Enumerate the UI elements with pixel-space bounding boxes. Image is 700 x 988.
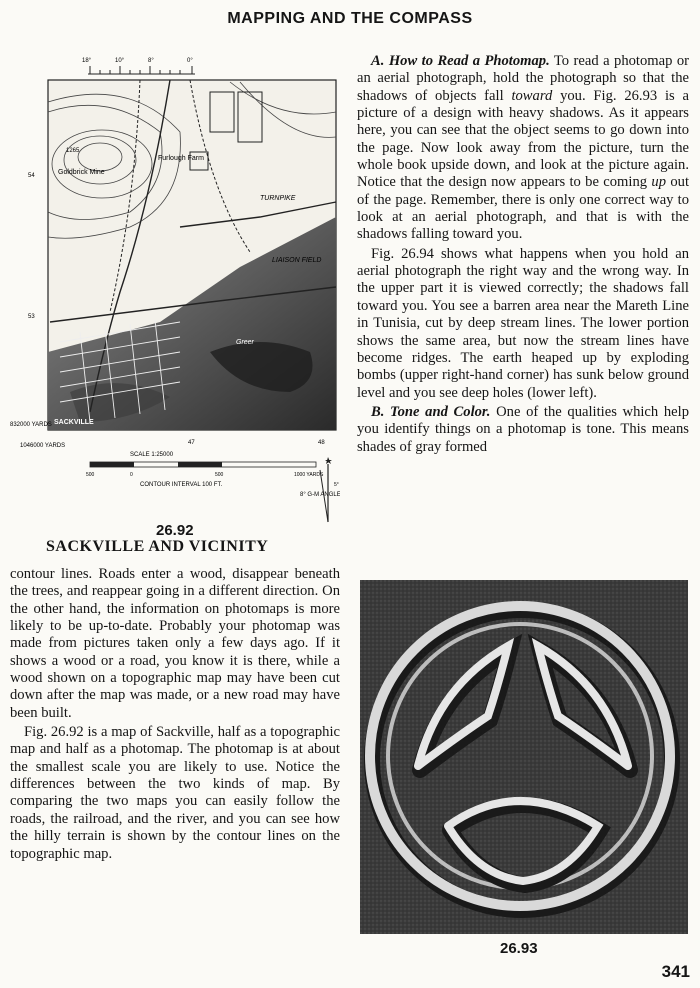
yards-left-label: 832000 YARDS: [10, 422, 52, 428]
scale-tick: 500: [215, 472, 224, 478]
sackville-label: SACKVILLE: [54, 419, 94, 426]
yards-bottom-label: 1046000 YARDS: [20, 443, 66, 449]
liaison-field-label: LIAISON FIELD: [272, 257, 322, 264]
top-tick-label: 18°: [82, 58, 92, 64]
grid-label-54: 54: [28, 173, 35, 179]
grid-label-47: 47: [188, 440, 195, 446]
left-column-text: [10, 566, 340, 863]
top-tick-label: 8°: [148, 58, 154, 64]
figure-sackville-map: [10, 52, 340, 555]
star-angle-label: 5°: [334, 482, 339, 488]
section-b-heading: B. Tone and Color.: [371, 403, 491, 420]
contour-interval-label: CONTOUR INTERVAL 100 FT.: [140, 482, 223, 488]
figure-shadow-design: [360, 580, 688, 957]
right-column-text: [357, 53, 689, 456]
grid-label-48: 48: [318, 440, 325, 446]
top-tick-label: 0°: [187, 58, 193, 64]
map-title: SACKVILLE AND VICINITY: [46, 538, 269, 555]
top-tick-label: 10°: [115, 58, 125, 64]
scale-bar: [90, 462, 316, 467]
gold-brick-mine-label: Goldbrick Mine: [58, 169, 105, 176]
section-a-heading: A. How to Read a Photomap.: [371, 53, 550, 69]
section-b-paragraph: B. Tone and Color. One of the qualities which help you identify things on a photomap is tone. This means shades of gray formed: [357, 403, 689, 455]
creek-label: Greer: [236, 339, 254, 346]
map-graphic: [10, 52, 340, 552]
page-number: 341: [661, 962, 690, 981]
scale-tick: 0: [130, 472, 133, 478]
scale-tick: 1000 YARDS: [294, 472, 324, 478]
spot-height-label: 1265: [66, 148, 80, 154]
figure-number-26-92: 26.92: [156, 522, 194, 539]
paragraph: Fig. 26.94 shows what happens when you hold an aerial photograph the right way and the wrong way. In the upper part it is viewed correctly; the shadows fall toward you. You see a barren area near the Mareth Line in Tunisia, cut by deep stream lines. The lower portion shows the same area, but now the stream lines have become ridges. The earth heaped up by exploding bombs (upper right-hand corner) has sunk below ground level and you see deep holes (lower left).: [357, 245, 689, 401]
turnpike-label: TURNPIKE: [260, 195, 296, 202]
declination-diagram: [320, 457, 332, 522]
furlough-farm-label: Furlough Farm: [158, 155, 204, 162]
grid-label-53: 53: [28, 314, 35, 320]
paragraph: Fig. 26.92 is a map of Sackville, half as a topographic map and half as a photomap. The photomap is at about the smallest scale you are likely to use. Notice the differences between the two kinds of map. By comparing the two maps you can easily follow the roads, the railroad, and the river, and you can see how the hilly terrain is shown by the contour lines on the topographic map.: [10, 724, 340, 862]
scale-tick: 500: [86, 472, 95, 478]
figure-number-26-93: 26.93: [500, 940, 538, 957]
gm-angle-label: 8° G-M ANGLE: [300, 492, 340, 498]
running-header: MAPPING AND THE COMPASS: [227, 10, 473, 27]
section-a-paragraph: A. How to Read a Photomap. To read a photomap or an aerial photograph, hold the photograph so that the shadows of objects fall toward you. Fig. 26.93 is a picture of a design with heavy shadows. As it appears here, you can see that the object seems to go down into the page. Now look away from the picture, turn the whole book upside down, and look at the picture again. Notice that the design now appears to be coming up out of the page. Remember, there is only one correct way to look at an aerial photograph, and that is with the shadows falling toward you.: [357, 53, 689, 243]
paragraph: contour lines. Roads enter a wood, disappear beneath the trees, and reappear going in a different direction. On the other hand, the information on photomaps is more likely to be up-to-date. Probably your photomap was made from pictures taken only a few days ago. If it shows a wood or a road, you know it is there, while a wood shown on a topographic map may have been cut down after the map was made, or a new road may have been built.: [10, 566, 340, 721]
top-scale: [82, 58, 195, 74]
shadow-design-image: [360, 580, 688, 934]
scale-label: SCALE 1:25000: [130, 452, 174, 458]
